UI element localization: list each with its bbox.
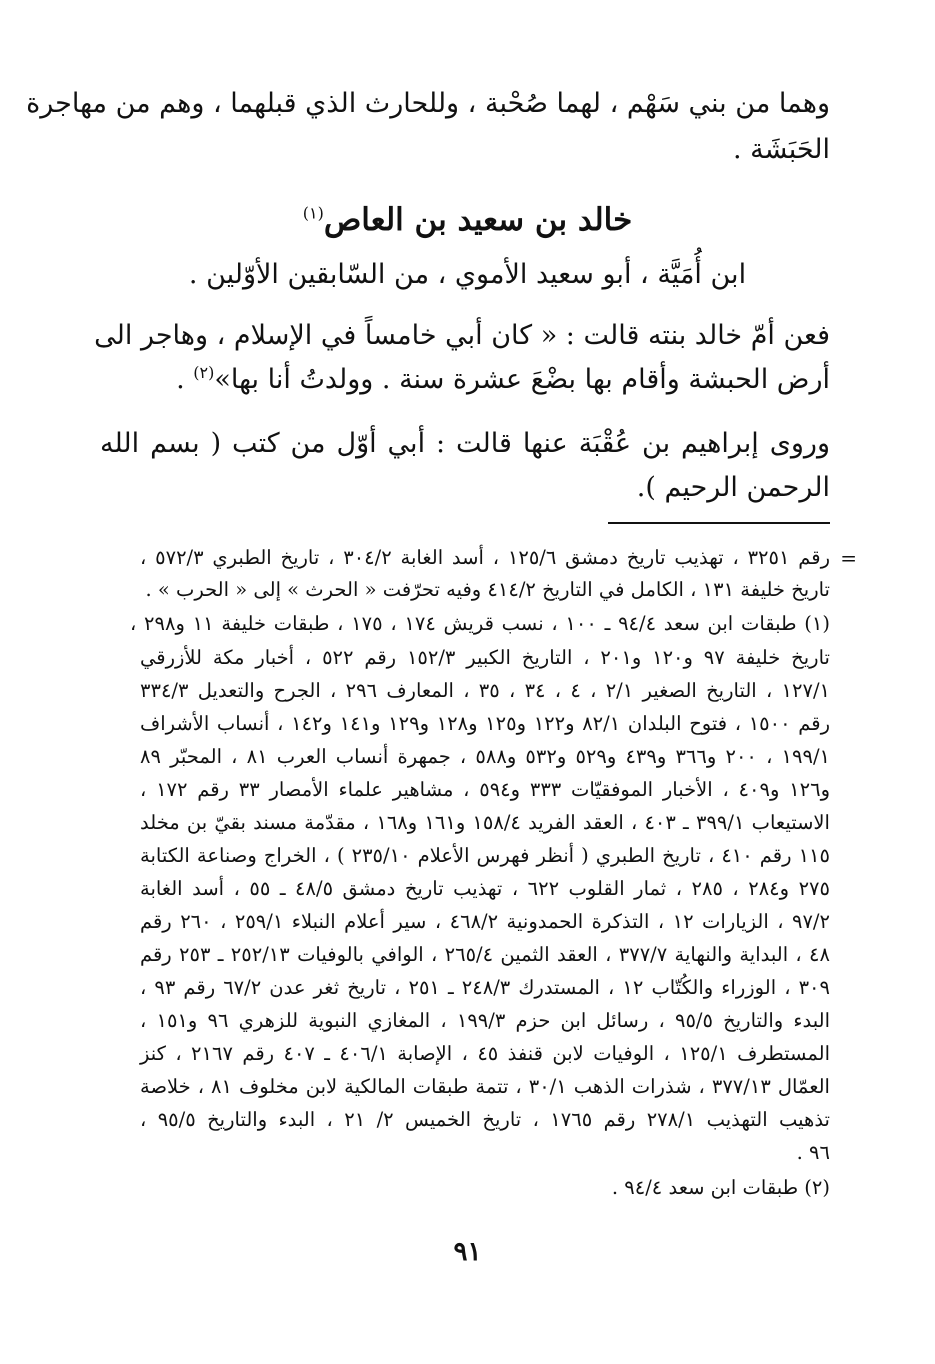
paragraph-1-footnote-ref: (٢) (193, 363, 215, 382)
paragraph-1-text: أرض الحبشة وأقام بها بضْعَ عشرة سنة . وولدتُ أنا بها» (214, 364, 830, 395)
footnote-2: (٢) طبقات ابن سعد ٩٤/٤ . (611, 1176, 830, 1199)
footnote-separator (608, 522, 830, 524)
paragraph-2-line-1: وروى إبراهيم بن عُقْبَة عنها قالت : أبي أوّل من كتب ( بسم الله (100, 428, 830, 459)
footnote-1-line-16: تذهيب التهذيب ٢٧٨/١ رقم ١٧٦٥ ، تاريخ الخميس ٢/ ٢١ ، البدء والتاريخ ٩٥/٥ ، (140, 1108, 830, 1131)
paragraph-1-line-1: فعن أمّ خالد بنته قالت : « كان أبي خامساً في الإسلام ، وهاجر الى (94, 320, 830, 351)
footnote-1-line-2: تاريخ خليفة ٩٧ و١٢٠ و٢٠١ ، التاريخ الكبير ١٥٢/٣ رقم ٥٢٢ ، أخبار مكة للأزرقي (140, 646, 830, 669)
footnote-1-line-9: ٢٧٥ و٢٨٤ ، ٢٨٥ ، ثمار القلوب ٦٢٢ ، تهذيب تاريخ دمشق ٤٨/٥ ـ ٥٥ ، أسد الغابة (140, 877, 830, 900)
footnote-1-line-10: ٩٧/٢ ، الزيارات ١٢ ، التذكرة الحمدونية ٤٦٨/٢ ، سير أعلام النبلاء ٢٥٩/١ ، ٢٦٠ رقم (140, 910, 830, 933)
footnote-1-line-17: ٩٦ . (796, 1141, 830, 1164)
entry-subtitle: ابن أُمَيَّة ، أبو سعيد الأموي ، من السّابقين الأوّلين . (188, 259, 747, 290)
footnote-1-line-6: و١٢٦ و٤٠٩ ، الأخبار الموفقيّات ٣٣٣ و٥٩٤ ، مشاهير علماء الأمصار ٣٣ رقم ١٧٢ ، (140, 778, 830, 801)
footnote-1-line-14: المستطرف ١٢٥/١ ، الوفيات لابن قنفذ ٤٥ ، الإصابة ٤٠٦/١ ـ ٤٠٧ رقم ٢١٦٧ ، كنز (140, 1042, 830, 1065)
intro-line-1: وهما من بني سَهْم ، لهما صُحْبة ، وللحارث الذي قبلهما ، وهم من مهاجرة (26, 88, 830, 119)
footnote-1-line-11: ٤٨ ، البداية والنهاية ٣٧٧/٧ ، العقد الثمين ٢٦٥/٤ ، الوافي بالوفيات ٢٥٢/١٣ ـ ٢٥٣ رقم (140, 943, 830, 966)
footnote-1-line-8: ١١٥ رقم ٤١٠ ، تاريخ الطبري ( أنظر فهرس الأعلام ٢٣٥/١٠ ) ، الخراج وصناعة الكتابة (140, 844, 830, 867)
intro-line-2: الحَبَشَة . (732, 134, 830, 165)
footnote-1-line-13: البدء والتاريخ ٩٥/٥ ، رسائل ابن حزم ١٩٩/٣ ، المغازي النبوية للزهري ٩٦ و١٥١ ، (140, 1009, 831, 1032)
footnote-1-line-15: العمّال ٣٧٧/١٣ ، شذرات الذهب ٣٠/١ ، تتمة طبقات المالكية لابن مخلوف ٨١ ، خلاصة (140, 1075, 830, 1098)
footnote-1-line-3: ١٢٧/١ ، التاريخ الصغير ٢/١ ، ٤ ، ٣٤ ، ٣٥ ، المعارف ٢٩٦ ، الجرح والتعديل ٣٣٤/٣ (140, 679, 830, 702)
footnote-1-line-5: ١٩٩/١ ، ٢٠٠ و٣٦٦ و٤٣٩ و٥٢٩ و٥٣٢ و٥٨٨ ، جمهرة أنساب العرب ٨١ ، المحبّر ٨٩ (140, 745, 830, 768)
entry-title (0, 198, 935, 242)
page-number: ٩١ (453, 1237, 482, 1267)
footnote-continuation-marker: = (840, 546, 857, 570)
footnote-continuation-line-2: تاريخ خليفة ١٣١ ، الكامل في التاريخ ٤١٤/٢ وفيه تحرّفت « الحرث » إلى « الحرب » . (145, 578, 830, 601)
entry-title-footnote-ref: (١) (302, 203, 324, 223)
footnote-1-line-4: رقم ١٥٠٠ ، فتوح البلدان ٨٢/١ و١٢٢ و١٢٥ و١٢٨ و١٢٩ و١٤١ و١٤٢ ، أنساب الأشراف (140, 712, 830, 735)
footnote-1-line-12: ٣٠٩ ، الوزراء والكُتّاب ١٢ ، المستدرك ٢٤٨/٣ ـ ٢٥١ ، تاريخ ثغر عدن ٦٧/٢ رقم ٩٣ ، (140, 976, 830, 999)
footnote-1-line-1: (١) طبقات ابن سعد ٩٤/٤ ـ ١٠٠ ، نسب قريش ١٧٤ ، ١٧٥ ، طبقات خليفة ١١ و٢٩٨ ، (130, 612, 830, 635)
footnote-continuation-line-1: رقم ٣٢٥١ ، تهذيب تاريخ دمشق ١٢٥/٦ ، أسد الغابة ٣٠٤/٢ ، تاريخ الطبري ٥٧٢/٣ ، (140, 546, 831, 569)
paragraph-1-end: . (176, 364, 194, 395)
entry-title-text: خالد بن سعيد بن العاص (323, 202, 633, 238)
paragraph-2-line-2: الرحمن الرحيم ). (636, 472, 830, 503)
footnote-1-line-7: الاستيعاب ٣٩٩/١ ـ ٤٠٣ ، العقد الفريد ١٥٨/٤ و١٦١ و١٦٨ ، مقدّمة مسند بقيّ بن مخلد (140, 811, 830, 834)
paragraph-1-line-2 (100, 360, 830, 400)
